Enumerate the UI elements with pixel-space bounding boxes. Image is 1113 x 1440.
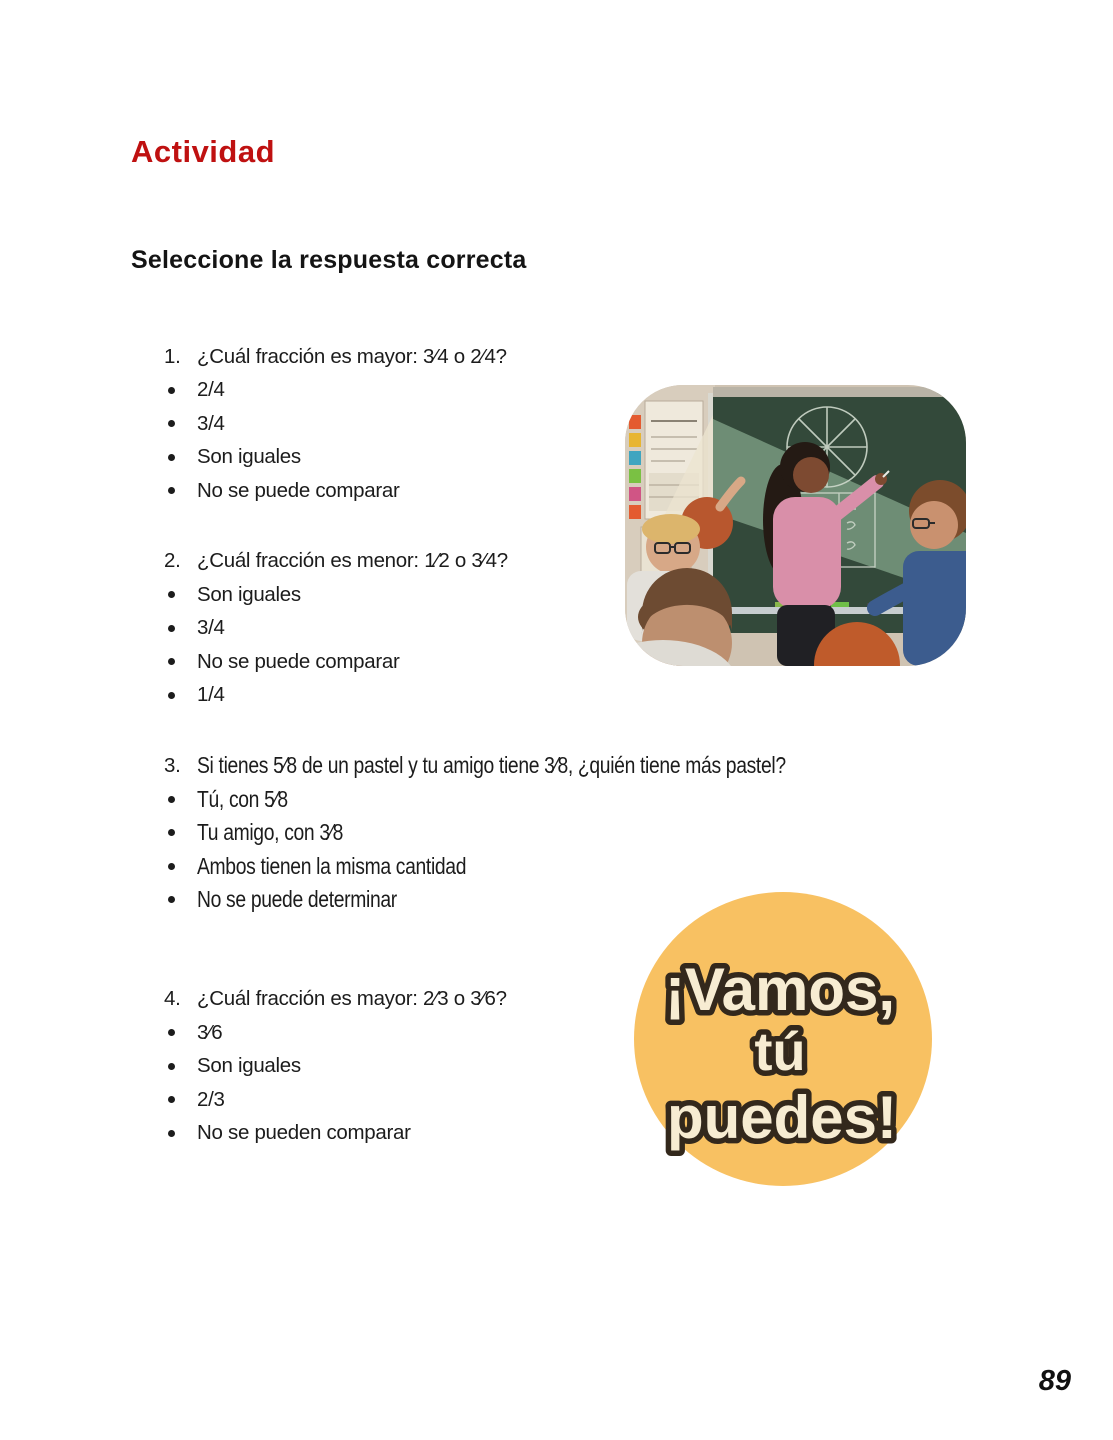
bullet-icon bbox=[168, 1029, 175, 1036]
option-text: No se pueden comparar bbox=[197, 1121, 411, 1145]
section-heading: Seleccione la respuesta correcta bbox=[131, 246, 527, 274]
badge-text-line: puedes! bbox=[666, 1084, 898, 1151]
option-text: Son iguales bbox=[197, 582, 301, 606]
option-text: Son iguales bbox=[197, 1054, 301, 1078]
question-number: 1. bbox=[164, 344, 181, 368]
bullet-icon bbox=[168, 387, 175, 394]
question-text: ¿Cuál fracción es mayor: 3⁄4 o 2⁄4? bbox=[197, 344, 507, 368]
bullet-icon bbox=[168, 454, 175, 461]
question-number: 4. bbox=[164, 987, 181, 1011]
question-text: ¿Cuál fracción es mayor: 2⁄3 o 3⁄6? bbox=[197, 987, 507, 1011]
option-text: Tu amigo, con 3⁄8 bbox=[197, 819, 344, 846]
option-text: Tú, con 5⁄8 bbox=[197, 785, 288, 812]
question-number: 3. bbox=[164, 753, 181, 777]
bullet-icon bbox=[168, 1096, 175, 1103]
option-text: No se puede comparar bbox=[197, 478, 400, 502]
option-text: 3⁄6 bbox=[197, 1020, 223, 1044]
option-text: Son iguales bbox=[197, 445, 301, 469]
option-text: No se puede comparar bbox=[197, 649, 400, 673]
question-text-row bbox=[164, 749, 994, 783]
bullet-icon bbox=[168, 1063, 175, 1070]
bullet-icon bbox=[168, 625, 175, 632]
option-row bbox=[164, 474, 994, 508]
question-text-row bbox=[164, 340, 994, 374]
bullet-icon bbox=[168, 863, 175, 870]
option-row bbox=[164, 850, 994, 884]
option-row bbox=[164, 578, 994, 612]
bullet-icon bbox=[168, 420, 175, 427]
option-text: No se puede determinar bbox=[197, 886, 397, 913]
page-number: 89 bbox=[1038, 1365, 1071, 1397]
bullet-icon bbox=[168, 829, 175, 836]
bullet-icon bbox=[168, 1130, 175, 1137]
option-row bbox=[164, 612, 994, 646]
question-text-row bbox=[164, 545, 994, 579]
question-item bbox=[164, 545, 994, 713]
option-text: 2/4 bbox=[197, 378, 225, 402]
option-row bbox=[164, 679, 994, 713]
option-row bbox=[164, 441, 994, 475]
option-row bbox=[164, 645, 994, 679]
bullet-icon bbox=[168, 658, 175, 665]
option-row bbox=[164, 374, 994, 408]
bullet-icon bbox=[168, 487, 175, 494]
question-text: Si tienes 5⁄8 de un pastel y tu amigo tiene 3⁄8, ¿quién tiene más pastel? bbox=[197, 752, 786, 779]
option-text: 2/3 bbox=[197, 1087, 225, 1111]
option-row bbox=[164, 783, 994, 817]
option-text: 3/4 bbox=[197, 411, 225, 435]
option-text: 1/4 bbox=[197, 683, 225, 707]
option-row bbox=[164, 407, 994, 441]
option-text: 3/4 bbox=[197, 616, 225, 640]
question-text: ¿Cuál fracción es menor: 1⁄2 o 3⁄4? bbox=[197, 549, 508, 573]
question-number: 2. bbox=[164, 549, 181, 573]
badge-text-line: ¡Vamos, bbox=[664, 956, 896, 1023]
bullet-icon bbox=[168, 896, 175, 903]
option-row bbox=[164, 816, 994, 850]
question-item bbox=[164, 340, 994, 508]
option-text: Ambos tienen la misma cantidad bbox=[197, 852, 467, 879]
bullet-icon bbox=[168, 692, 175, 699]
bullet-icon bbox=[168, 796, 175, 803]
badge-text-line: tú bbox=[754, 1022, 806, 1082]
bullet-icon bbox=[168, 591, 175, 598]
page-title: Actividad bbox=[131, 134, 276, 169]
motivation-badge bbox=[634, 892, 932, 1186]
